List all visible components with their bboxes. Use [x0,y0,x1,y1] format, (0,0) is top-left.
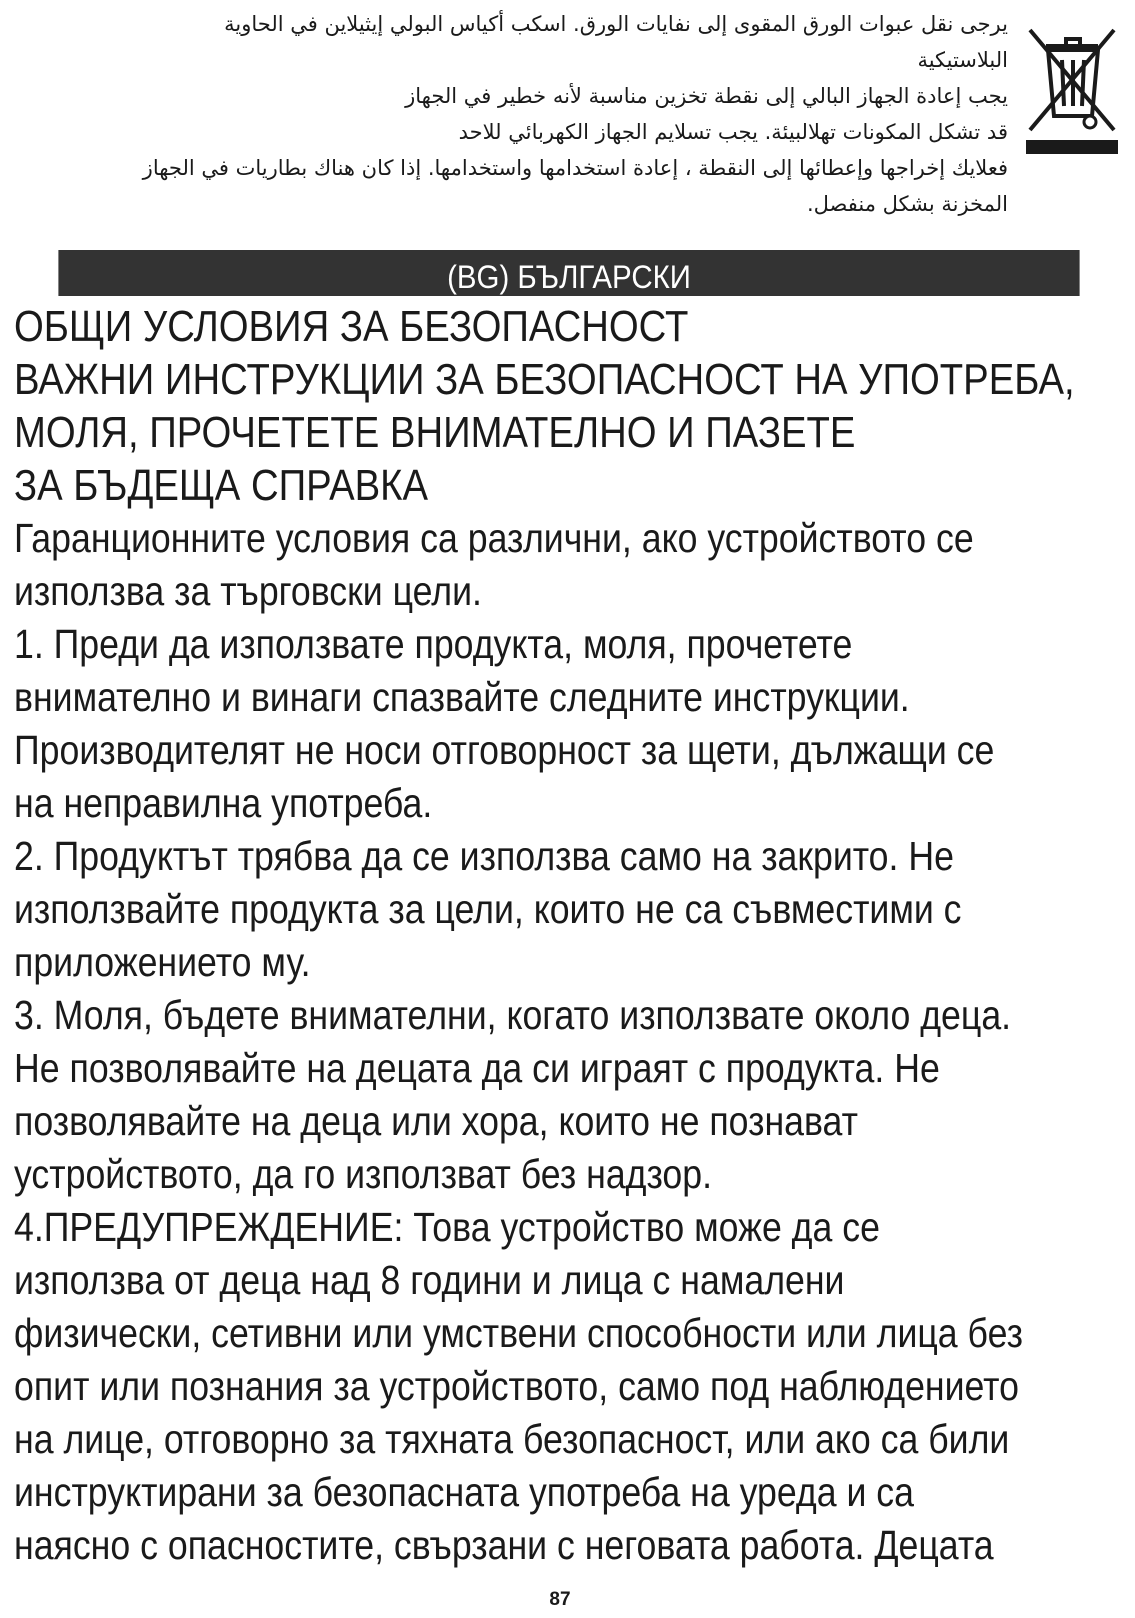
arabic-line: يجب إعادة الجهاز البالي إلى نقطة تخزين مناسبة لأنه خطير في الجهاز [405,84,1008,108]
body-line: наясно с опасностите, свързани с неговата работа. Децата [14,1522,994,1568]
arabic-line: المخزنة بشكل منفصل. [806,192,1008,216]
body-line: 4.ПРЕДУПРЕЖДЕНИЕ: Това устройство може да се [14,1204,880,1250]
body-line: опит или познания за устройството, само под наблюдението [14,1363,1019,1409]
language-section-header: (BG) БЪЛГАРСКИ [58,250,1079,296]
body-line: Гаранционните условия са различни, ако устройството се [14,515,974,561]
body-line: позволявайте на деца или хора, които не познават [14,1098,858,1144]
arabic-line: يرجى نقل عبوات الورق المقوى إلى نفايات الورق. اسكب أكياس البولي إيثيلاين في الحاوية [224,12,1008,36]
heading-line: МОЛЯ, ПРОЧЕТЕТЕ ВНИМАТЕЛНО И ПАЗЕТЕ [14,408,856,457]
arabic-line: البلاستيكية [917,48,1008,72]
body-line: устройството, да го използват без надзор. [14,1151,713,1197]
heading-line: ОБЩИ УСЛОВИЯ ЗА БЕЗОПАСНОСТ [14,302,689,351]
body-line: използвайте продукта за цели, които не са съвместими с [14,886,962,932]
body-line: 2. Продуктът трябва да се използва само на закрито. Не [14,833,954,879]
body-line: на неправилна употреба. [14,780,433,826]
body-line: 1. Преди да използвате продукта, моля, прочетете [14,621,853,667]
heading-line: ЗА БЪДЕЩА СПРАВКА [14,461,428,510]
body-line: Производителят не носи отговорност за щети, дължащи се [14,727,995,773]
safety-instructions-text [14,300,1075,1572]
body-line: внимателно и винаги спазвайте следните инструкции. [14,674,910,720]
body-line: физически, сетивни или умствени способности или лица без [14,1310,1023,1356]
arabic-line: قد تشكل المكونات تهلالبيئة. يجب تسلايم الجهاز الكهربائي للاحد [458,120,1008,144]
body-line: използва от деца над 8 години и лица с намалени [14,1257,845,1303]
page-number: 87 [549,1589,571,1610]
arabic-line: فعلايك إخراجها وإعطائها إلى النقطة ، إعادة استخدامها واستخدامها. إذا كان هناك بطاريات في الجهاز [142,156,1008,180]
crossed-out-wheelie-bin-icon [1024,24,1120,156]
body-line: Не позволявайте на децата да си играят с продукта. Не [14,1045,940,1091]
body-line: инструктирани за безопасната употреба на уреда и са [14,1469,914,1515]
heading-line: ВАЖНИ ИНСТРУКЦИИ ЗА БЕЗОПАСНОСТ НА УПОТРЕБА, [14,355,1075,404]
arabic-disposal-notice [14,6,1008,222]
body-line: на лице, отговорно за тяхната безопасност, или ако са били [14,1416,1010,1462]
body-line: 3. Моля, бъдете внимателни, когато използвате около деца. [14,992,1012,1038]
body-line: приложението му. [14,939,311,985]
body-line: използва за търговски цели. [14,568,482,614]
